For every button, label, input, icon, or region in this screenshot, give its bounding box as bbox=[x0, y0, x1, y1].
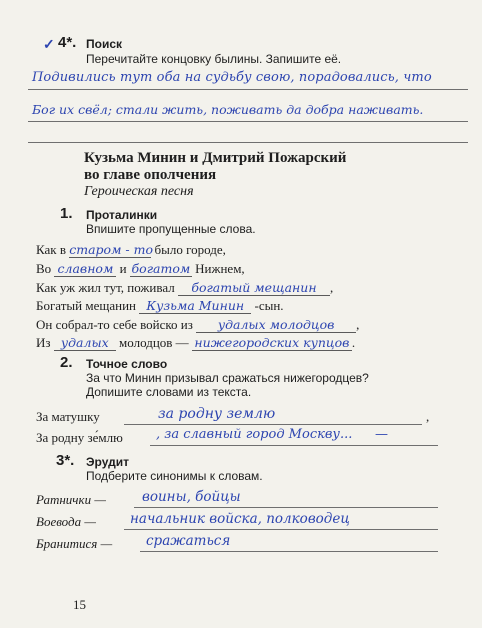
poem-line-4 bbox=[36, 298, 284, 314]
task2-line2-end: — bbox=[375, 427, 388, 442]
synonym-word: Ратнички — bbox=[36, 492, 106, 507]
task2-heading: Точное слово bbox=[86, 357, 168, 371]
fill-blank[interactable]: нижегородских купцов bbox=[192, 336, 352, 351]
task4-instruction: Перечитайте концовку былины. Запишите её. bbox=[86, 52, 342, 66]
poem-text: Как в bbox=[36, 242, 66, 257]
poem-text: молодцов — bbox=[119, 335, 189, 350]
poem-line-3 bbox=[36, 280, 333, 296]
fill-blank[interactable]: богатом bbox=[131, 261, 191, 276]
fill-blank[interactable]: славном bbox=[54, 262, 116, 277]
task3-instruction: Подберите синонимы к словам. bbox=[86, 469, 263, 483]
check-mark-icon: ✓ bbox=[43, 36, 55, 52]
poem-text: , bbox=[329, 280, 334, 295]
fill-blank[interactable]: удалых bbox=[54, 336, 116, 351]
answer-line bbox=[124, 529, 438, 530]
synonym-word: Бранитися — bbox=[36, 536, 113, 551]
answer-line bbox=[134, 507, 438, 508]
poem-text: и bbox=[119, 261, 127, 276]
task2-line2-label: За родну зе́млю bbox=[36, 430, 123, 445]
song-title bbox=[84, 150, 346, 184]
task2-instruction-1: За что Минин призывал сражаться нижегородцев? bbox=[86, 371, 369, 385]
task3-number: 3*. bbox=[56, 452, 75, 469]
task4-heading: Поиск bbox=[86, 37, 123, 51]
fill-blank[interactable]: старом - то bbox=[69, 242, 153, 257]
answer-line bbox=[150, 445, 438, 446]
song-title-line2: во главе ополчения bbox=[84, 167, 217, 183]
synonym-answer[interactable]: начальник войска, полководец bbox=[130, 511, 350, 527]
poem-text: , bbox=[356, 317, 360, 332]
answer-line bbox=[28, 89, 468, 90]
poem-text: Как уж жил тут, поживал bbox=[36, 280, 175, 295]
task3-heading: Эрудит bbox=[86, 455, 129, 469]
poem-text: -сын. bbox=[254, 298, 284, 313]
fill-blank[interactable]: Кузьма Минин bbox=[139, 299, 251, 314]
poem-line-6 bbox=[36, 335, 355, 351]
task2-line1-end: , bbox=[426, 409, 430, 424]
song-subtitle: Героическая песня bbox=[84, 184, 194, 199]
task4-answer-line1: Подивились тут оба на судьбу свою, порадовались, что bbox=[32, 70, 432, 85]
task4-answer-line2: Бог их свёл; стали жить, поживать да добра наживать. bbox=[32, 102, 424, 117]
task1-number: 1. bbox=[60, 205, 73, 222]
fill-blank[interactable]: богатый мещанин bbox=[178, 281, 330, 296]
synonym-word: Воевода — bbox=[36, 514, 96, 529]
poem-line-2 bbox=[36, 261, 245, 277]
task1-instruction: Впишите пропущенные слова. bbox=[86, 222, 256, 236]
poem-text: было городе, bbox=[154, 242, 226, 257]
poem-text: Нижнем, bbox=[195, 261, 245, 276]
answer-line bbox=[140, 551, 438, 552]
poem-text: Из bbox=[36, 335, 51, 350]
task2-line1-answer[interactable]: за родну землю bbox=[158, 406, 276, 422]
poem-text: Богатый мещанин bbox=[36, 298, 137, 313]
task1-heading: Проталинки bbox=[86, 208, 158, 222]
poem-text: Во bbox=[36, 261, 52, 276]
synonym-answer[interactable]: сражаться bbox=[146, 533, 231, 549]
synonym-answer[interactable]: воины, бойцы bbox=[142, 489, 241, 505]
poem-line-1 bbox=[36, 242, 226, 258]
task2-number: 2. bbox=[60, 354, 73, 371]
poem-line-5 bbox=[36, 317, 359, 333]
page-number: 15 bbox=[73, 597, 86, 612]
answer-line bbox=[28, 142, 468, 143]
answer-line bbox=[28, 121, 468, 122]
task2-instruction-2: Допишите словами из текста. bbox=[86, 385, 252, 399]
poem-text: Он собрал-то себе войско из bbox=[36, 317, 193, 332]
song-title-line1: Кузьма Минин и Дмитрий Пожарский bbox=[84, 150, 347, 166]
poem-text: . bbox=[351, 335, 356, 350]
task2-line1-label: За матушку bbox=[36, 409, 100, 424]
fill-blank[interactable]: удалых молодцов bbox=[196, 318, 356, 333]
answer-line bbox=[124, 424, 422, 425]
task4-number: 4*. bbox=[58, 34, 77, 51]
task2-line2-answer[interactable]: , за славный город Москву... bbox=[156, 427, 353, 442]
